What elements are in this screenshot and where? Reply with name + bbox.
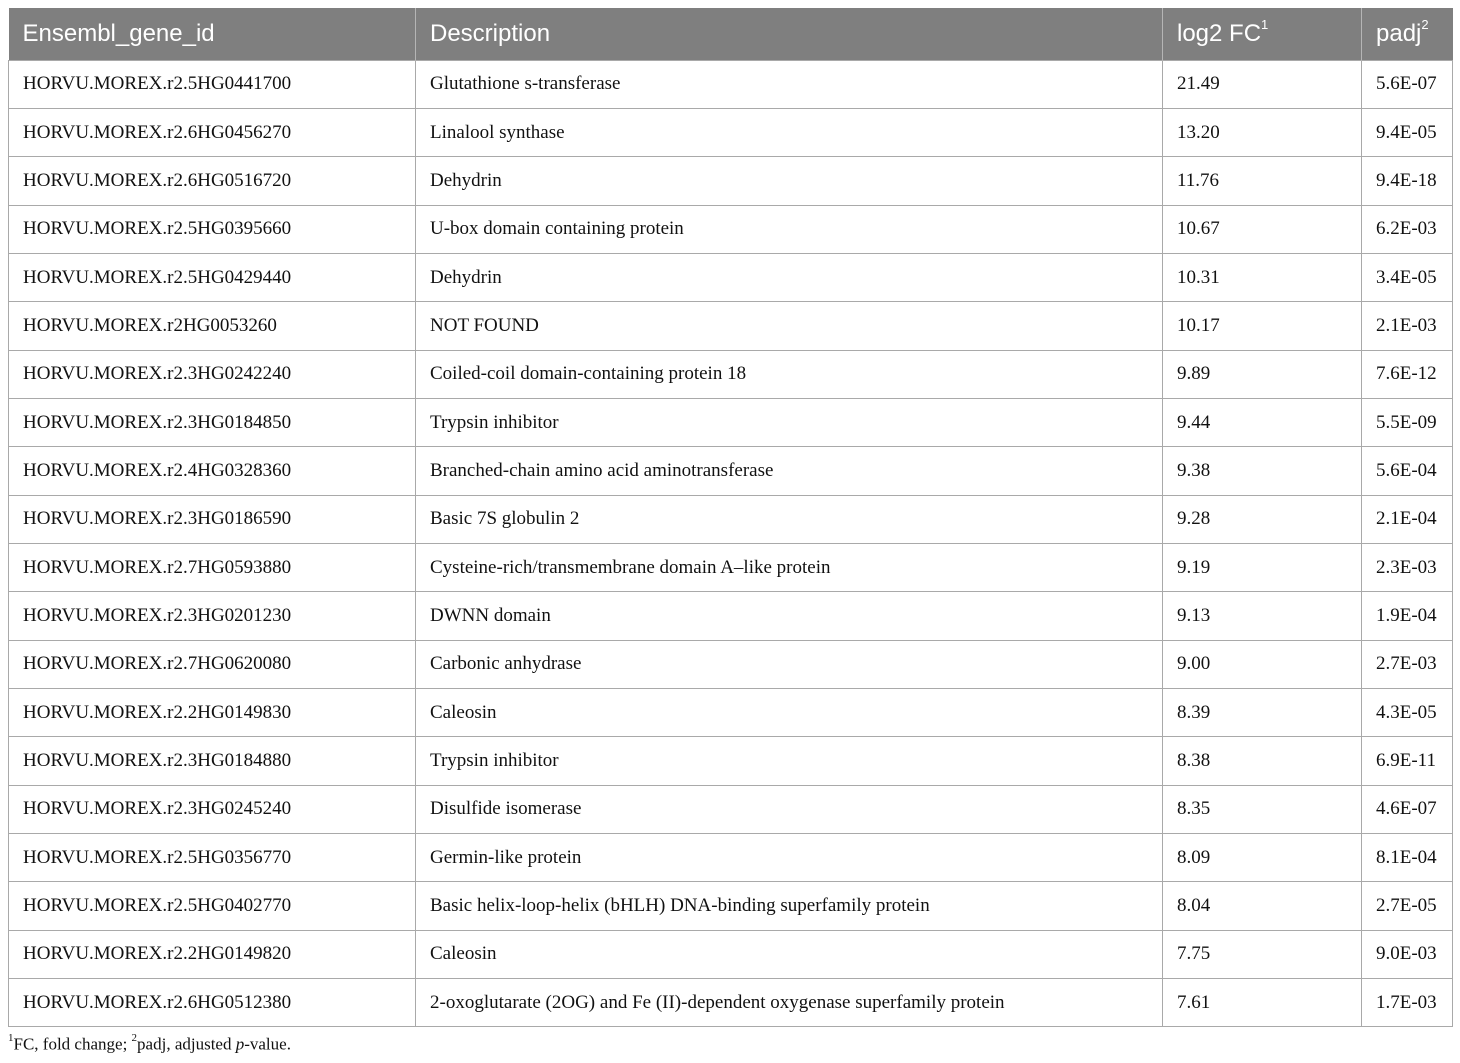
table-row: [9, 834, 1453, 882]
cell-description: Basic 7S globulin 2: [416, 495, 1163, 543]
table-row: [9, 979, 1453, 1027]
cell-padj: 3.4E-05: [1362, 253, 1453, 301]
table-row: [9, 737, 1453, 785]
cell-description: Caleosin: [416, 688, 1163, 736]
table-row: [9, 350, 1453, 398]
cell-log2fc: 8.35: [1163, 785, 1362, 833]
cell-log2fc: 9.19: [1163, 543, 1362, 591]
header-log2fc-label: log2 FC: [1177, 19, 1262, 47]
cell-description: Linalool synthase: [416, 108, 1163, 156]
cell-padj: 2.3E-03: [1362, 543, 1453, 591]
table-row: [9, 688, 1453, 736]
cell-gene-id: HORVU.MOREX.r2.4HG0328360: [9, 447, 416, 495]
header-description: [416, 8, 1163, 60]
table-row: [9, 302, 1453, 350]
cell-padj: 7.6E-12: [1362, 350, 1453, 398]
cell-gene-id: HORVU.MOREX.r2.3HG0184850: [9, 398, 416, 446]
cell-log2fc: 9.44: [1163, 398, 1362, 446]
table-row: [9, 157, 1453, 205]
cell-gene-id: HORVU.MOREX.r2.3HG0242240: [9, 350, 416, 398]
cell-log2fc: 11.76: [1163, 157, 1362, 205]
cell-padj: 1.7E-03: [1362, 979, 1453, 1027]
cell-description: Trypsin inhibitor: [416, 398, 1163, 446]
footnote-mark-1: 1: [8, 1032, 14, 1044]
cell-log2fc: 8.38: [1163, 737, 1362, 785]
cell-description: 2-oxoglutarate (2OG) and Fe (II)-dependent oxygenase superfamily protein: [416, 979, 1163, 1027]
table-row: [9, 398, 1453, 446]
header-gene-id-label: Ensembl_gene_id: [22, 19, 215, 47]
header-padj-label: padj: [1376, 19, 1422, 47]
cell-padj: 9.4E-18: [1362, 157, 1453, 205]
table-row: [9, 447, 1453, 495]
cell-padj: 2.7E-03: [1362, 640, 1453, 688]
cell-gene-id: HORVU.MOREX.r2.6HG0456270: [9, 108, 416, 156]
cell-gene-id: HORVU.MOREX.r2.7HG0593880: [9, 543, 416, 591]
cell-log2fc: 9.38: [1163, 447, 1362, 495]
cell-log2fc: 9.28: [1163, 495, 1362, 543]
cell-gene-id: HORVU.MOREX.r2.6HG0516720: [9, 157, 416, 205]
cell-gene-id: HORVU.MOREX.r2.3HG0245240: [9, 785, 416, 833]
table-footnote: [8, 1034, 291, 1055]
cell-log2fc: 9.89: [1163, 350, 1362, 398]
cell-description: Caleosin: [416, 930, 1163, 978]
cell-gene-id: HORVU.MOREX.r2HG0053260: [9, 302, 416, 350]
table-row: [9, 640, 1453, 688]
cell-log2fc: 21.49: [1163, 60, 1362, 108]
cell-gene-id: HORVU.MOREX.r2.5HG0402770: [9, 882, 416, 930]
cell-description: Glutathione s-transferase: [416, 60, 1163, 108]
table-header-row: [9, 8, 1453, 60]
cell-gene-id: HORVU.MOREX.r2.5HG0441700: [9, 60, 416, 108]
cell-description: Trypsin inhibitor: [416, 737, 1163, 785]
cell-padj: 5.6E-07: [1362, 60, 1453, 108]
cell-padj: 5.6E-04: [1362, 447, 1453, 495]
cell-padj: 4.3E-05: [1362, 688, 1453, 736]
data-table-container: [8, 8, 1452, 1027]
table-row: [9, 108, 1453, 156]
cell-padj: 9.4E-05: [1362, 108, 1453, 156]
cell-gene-id: HORVU.MOREX.r2.5HG0395660: [9, 205, 416, 253]
table-row: [9, 495, 1453, 543]
header-description-label: Description: [430, 19, 551, 47]
footnote-mark-2: 2: [131, 1032, 138, 1044]
cell-description: Branched-chain amino acid aminotransferase: [416, 447, 1163, 495]
cell-log2fc: 8.39: [1163, 688, 1362, 736]
cell-padj: 9.0E-03: [1362, 930, 1453, 978]
gene-expression-table: [8, 8, 1453, 1027]
footnote-text-1: FC, fold change;: [13, 1034, 132, 1054]
cell-description: Dehydrin: [416, 157, 1163, 205]
cell-log2fc: 10.31: [1163, 253, 1362, 301]
header-log2fc-footnote-mark: 1: [1261, 16, 1269, 32]
table-body: [9, 60, 1453, 1027]
table-row: [9, 205, 1453, 253]
cell-description: Carbonic anhydrase: [416, 640, 1163, 688]
cell-gene-id: HORVU.MOREX.r2.2HG0149830: [9, 688, 416, 736]
cell-gene-id: HORVU.MOREX.r2.3HG0184880: [9, 737, 416, 785]
cell-description: Coiled-coil domain-containing protein 18: [416, 350, 1163, 398]
table-row: [9, 882, 1453, 930]
cell-description: Disulfide isomerase: [416, 785, 1163, 833]
cell-log2fc: 13.20: [1163, 108, 1362, 156]
cell-padj: 2.1E-04: [1362, 495, 1453, 543]
cell-description: U-box domain containing protein: [416, 205, 1163, 253]
table-row: [9, 930, 1453, 978]
footnote-text-3: -value.: [244, 1034, 291, 1054]
cell-gene-id: HORVU.MOREX.r2.7HG0620080: [9, 640, 416, 688]
table-row: [9, 543, 1453, 591]
cell-log2fc: 7.75: [1163, 930, 1362, 978]
cell-gene-id: HORVU.MOREX.r2.2HG0149820: [9, 930, 416, 978]
cell-padj: 6.9E-11: [1362, 737, 1453, 785]
cell-gene-id: HORVU.MOREX.r2.3HG0186590: [9, 495, 416, 543]
cell-padj: 2.1E-03: [1362, 302, 1453, 350]
table-row: [9, 60, 1453, 108]
cell-padj: 5.5E-09: [1362, 398, 1453, 446]
cell-gene-id: HORVU.MOREX.r2.6HG0512380: [9, 979, 416, 1027]
cell-description: Cysteine-rich/transmembrane domain A–like protein: [416, 543, 1163, 591]
cell-padj: 4.6E-07: [1362, 785, 1453, 833]
cell-gene-id: HORVU.MOREX.r2.5HG0356770: [9, 834, 416, 882]
cell-description: Germin-like protein: [416, 834, 1163, 882]
cell-log2fc: 9.00: [1163, 640, 1362, 688]
cell-description: Dehydrin: [416, 253, 1163, 301]
cell-log2fc: 8.09: [1163, 834, 1362, 882]
cell-log2fc: 10.17: [1163, 302, 1362, 350]
footnote-italic-p: p: [235, 1034, 245, 1054]
header-padj: [1362, 8, 1453, 60]
table-row: [9, 785, 1453, 833]
cell-padj: 1.9E-04: [1362, 592, 1453, 640]
footnote-text-2: padj, adjusted: [137, 1034, 236, 1054]
cell-log2fc: 9.13: [1163, 592, 1362, 640]
cell-description: Basic helix-loop-helix (bHLH) DNA-binding superfamily protein: [416, 882, 1163, 930]
cell-description: DWNN domain: [416, 592, 1163, 640]
table-row: [9, 592, 1453, 640]
cell-log2fc: 10.67: [1163, 205, 1362, 253]
cell-log2fc: 8.04: [1163, 882, 1362, 930]
header-log2fc: [1163, 8, 1362, 60]
cell-padj: 2.7E-05: [1362, 882, 1453, 930]
cell-log2fc: 7.61: [1163, 979, 1362, 1027]
cell-padj: 6.2E-03: [1362, 205, 1453, 253]
cell-padj: 8.1E-04: [1362, 834, 1453, 882]
cell-gene-id: HORVU.MOREX.r2.3HG0201230: [9, 592, 416, 640]
table-row: [9, 253, 1453, 301]
cell-gene-id: HORVU.MOREX.r2.5HG0429440: [9, 253, 416, 301]
cell-description: NOT FOUND: [416, 302, 1163, 350]
header-gene-id: [9, 8, 416, 60]
header-padj-footnote-mark: 2: [1421, 16, 1429, 32]
